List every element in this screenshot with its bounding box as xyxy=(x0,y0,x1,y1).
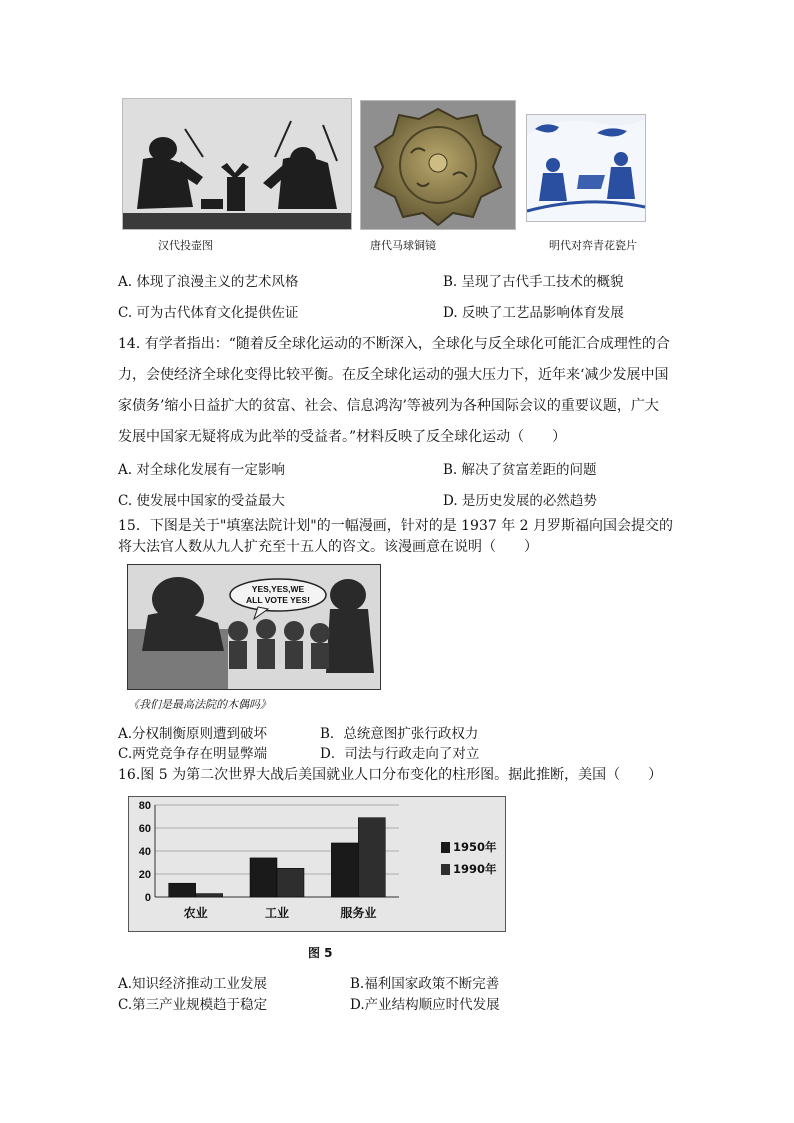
x-category-label-2: 服务业 xyxy=(340,906,377,920)
q15-option-a[interactable]: A.分权制衡原则遭到破坏 xyxy=(118,726,268,742)
legend-label-1: 1990年 xyxy=(453,862,497,876)
legend-label-0: 1950年 xyxy=(453,840,497,854)
bar-1-2 xyxy=(358,818,385,897)
q14-line-2: 力，会使经济全球化变得比较平衡。在反全球化运动的强大压力下，近年来‘减少发展中国 xyxy=(118,367,669,383)
han-dynasty-pitch-pot-image xyxy=(122,98,352,230)
x-category-label-0: 农业 xyxy=(183,906,208,920)
legend-swatch-1 xyxy=(441,864,450,875)
balloon-text-line-1: YES,YES,WE xyxy=(251,584,305,594)
q16-stem: 16.图 5 为第二次世界大战后美国就业人口分布变化的柱形图。据此推断，美国（ ） xyxy=(118,767,663,783)
bar-0-0 xyxy=(169,883,196,897)
x-category-label-1: 工业 xyxy=(264,906,290,920)
y-tick-label-1: 20 xyxy=(138,869,151,881)
bar-0-1 xyxy=(250,858,277,897)
bar-1-1 xyxy=(277,868,304,897)
y-tick-label-3: 60 xyxy=(138,823,151,835)
q14-option-a[interactable]: A. 对全球化发展有一定影响 xyxy=(118,462,285,478)
q15-option-c[interactable]: C.两党竞争存在明显弊端 xyxy=(118,746,268,762)
q15-option-d[interactable]: D．司法与行政走向了对立 xyxy=(320,746,480,762)
q13-option-b[interactable]: B. 呈现了古代手工技术的概貌 xyxy=(443,274,624,290)
q14-option-b[interactable]: B. 解决了贫富差距的问题 xyxy=(443,462,597,478)
q15-line-2: 将大法官人数从九人扩充至十五人的咨文。该漫画意在说明（ ） xyxy=(118,539,538,555)
court-packing-cartoon xyxy=(127,564,381,690)
legend-swatch-0 xyxy=(441,842,450,853)
bar-1-0 xyxy=(196,894,223,897)
ming-dynasty-porcelain-shard-image xyxy=(526,114,646,222)
balloon-text-line-2: ALL VOTE YES! xyxy=(246,595,310,605)
y-tick-label-4: 80 xyxy=(138,800,151,812)
q14-line-3: 家债务’缩小日益扩大的贫富、社会、信息鸿沟’等被列为各种国际会议的重要议题，广大 xyxy=(118,398,659,414)
figure-caption: 图 5 xyxy=(308,946,333,960)
chart-svg xyxy=(129,797,505,931)
q14-line-4: 发展中国家无疑将成为此举的受益者。”材料反映了反全球化运动（ ） xyxy=(118,429,567,445)
q13-option-c[interactable]: C. 可为古代体育文化提供佐证 xyxy=(118,305,299,321)
caption-tang-polo-mirror: 唐代马球铜镜 xyxy=(370,239,436,252)
q16-option-c[interactable]: C.第三产业规模趋于稳定 xyxy=(118,997,268,1013)
q15-option-b[interactable]: B．总统意图扩张行政权力 xyxy=(320,726,479,742)
y-tick-label-0: 0 xyxy=(144,892,151,904)
caption-han-pitch-pot: 汉代投壶图 xyxy=(158,239,213,252)
q13-option-d[interactable]: D. 反映了工艺品影响体育发展 xyxy=(443,305,624,321)
q15-line-1: 15．下图是关于"填塞法院计划"的一幅漫画，针对的是 1937 年 2 月罗斯福向国会提交的 xyxy=(118,518,674,534)
caption-ming-porcelain: 明代对弈青花瓷片 xyxy=(549,239,637,252)
q16-option-a[interactable]: A.知识经济推动工业发展 xyxy=(118,976,268,992)
q16-option-d[interactable]: D.产业结构顺应时代发展 xyxy=(350,997,500,1013)
bar-0-2 xyxy=(331,843,358,897)
y-tick-label-2: 40 xyxy=(138,846,151,858)
cartoon-caption: 《我们是最高法院的木偶吗》 xyxy=(128,698,271,711)
q14-line-1: 14. 有学者指出：“随着反全球化运动的不断深入，全球化与反全球化可能汇合成理性的合 xyxy=(118,336,670,352)
q16-option-b[interactable]: B.福利国家政策不断完善 xyxy=(350,976,500,992)
q14-option-d[interactable]: D. 是历史发展的必然趋势 xyxy=(443,493,597,509)
q13-option-a[interactable]: A. 体现了浪漫主义的艺术风格 xyxy=(118,274,299,290)
employment-bar-chart xyxy=(128,796,506,932)
q14-option-c[interactable]: C. 使发展中国家的受益最大 xyxy=(118,493,285,509)
tang-dynasty-polo-bronze-mirror-image xyxy=(360,100,516,230)
